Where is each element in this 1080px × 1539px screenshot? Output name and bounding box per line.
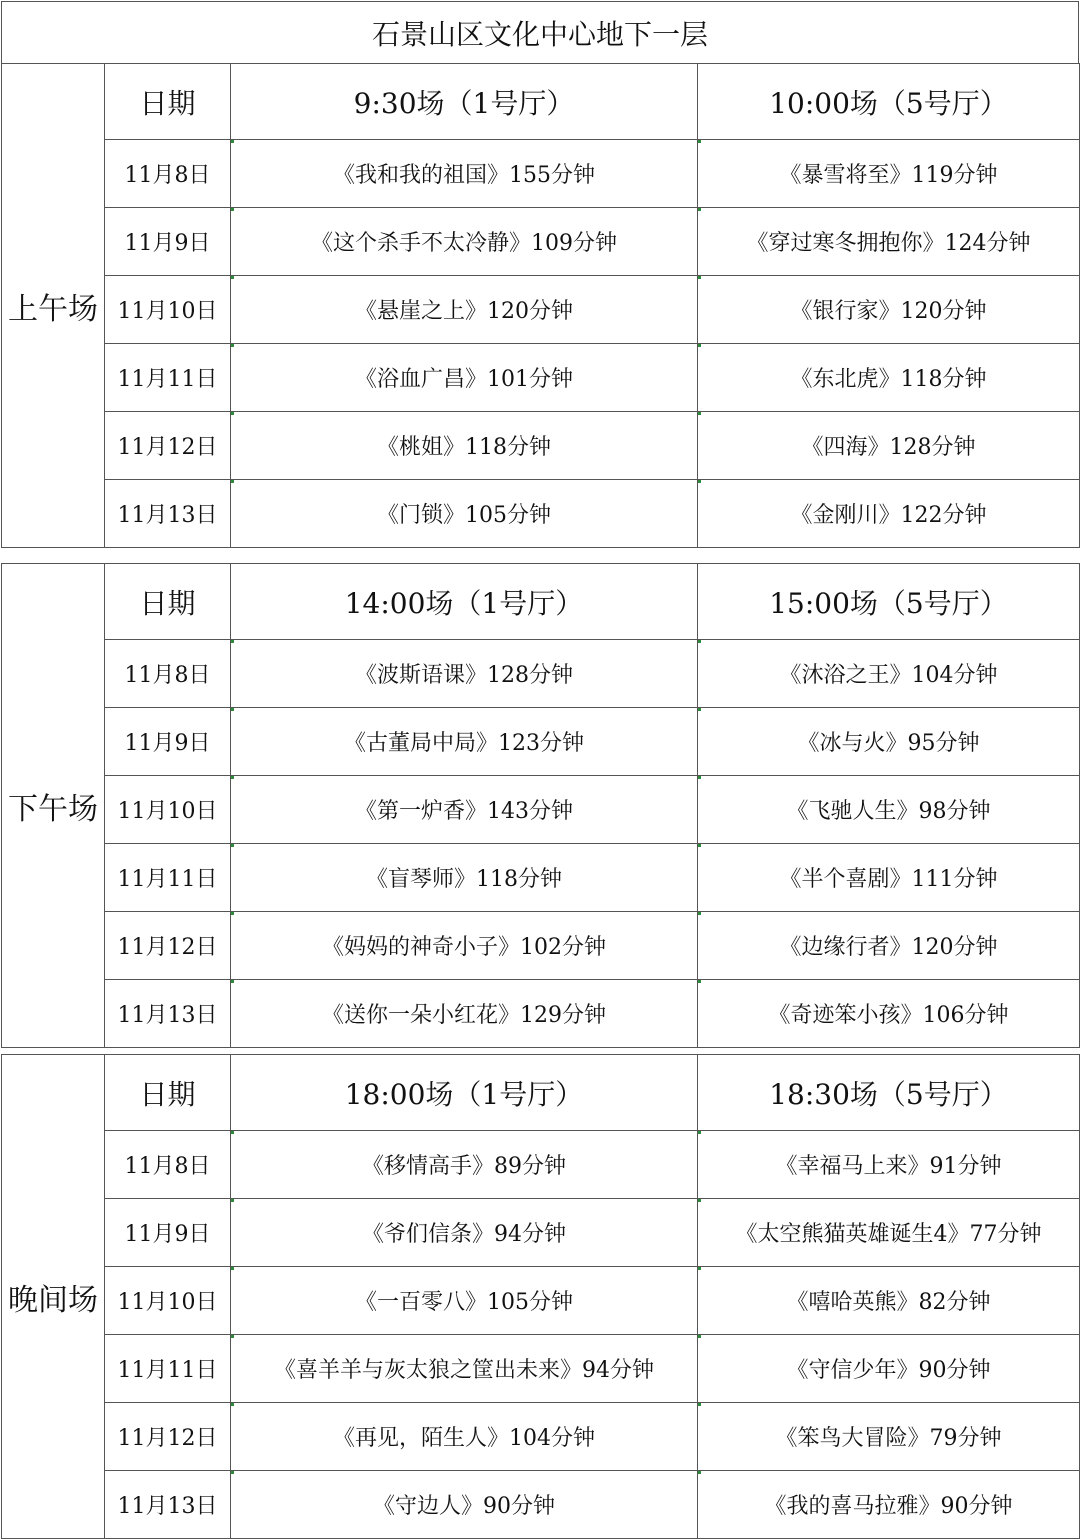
schedule-table-afternoon [1,563,1080,1048]
movie-cell-hall5: 《幸福马上来》91分钟 [698,1131,1080,1199]
hall5-header: 10:00场（5号厅） [698,64,1080,140]
movie-cell-hall5: 《守信少年》90分钟 [698,1335,1080,1403]
table-row [2,412,1080,480]
date-cell: 11月11日 [105,1335,231,1403]
date-cell: 11月11日 [105,844,231,912]
date-cell: 11月10日 [105,1267,231,1335]
date-cell: 11月8日 [105,1131,231,1199]
date-cell: 11月8日 [105,640,231,708]
movie-cell-hall5: 《冰与火》95分钟 [698,708,1080,776]
table-row [2,1403,1080,1471]
table-row [2,276,1080,344]
date-cell: 11月13日 [105,1471,231,1539]
header-row [2,564,1080,640]
table-row [2,208,1080,276]
hall1-header: 9:30场（1号厅） [231,64,698,140]
date-cell: 11月12日 [105,412,231,480]
movie-cell-hall5: 《我的喜马拉雅》90分钟 [698,1471,1080,1539]
movie-cell-hall1: 《桃姐》118分钟 [231,412,698,480]
table-row [2,912,1080,980]
date-cell: 11月11日 [105,344,231,412]
movie-cell-hall1: 《盲琴师》118分钟 [231,844,698,912]
movie-cell-hall1: 《波斯语课》128分钟 [231,640,698,708]
movie-cell-hall1: 《这个杀手不太冷静》109分钟 [231,208,698,276]
date-cell: 11月10日 [105,276,231,344]
table-row [2,1131,1080,1199]
date-cell: 11月13日 [105,480,231,548]
table-row [2,640,1080,708]
table-row [2,1199,1080,1267]
movie-cell-hall5: 《半个喜剧》111分钟 [698,844,1080,912]
movie-cell-hall5: 《穿过寒冬拥抱你》124分钟 [698,208,1080,276]
movie-cell-hall5: 《嘻哈英熊》82分钟 [698,1267,1080,1335]
date-cell: 11月9日 [105,208,231,276]
table-row [2,140,1080,208]
hall1-header: 18:00场（1号厅） [231,1055,698,1131]
date-cell: 11月10日 [105,776,231,844]
header-row [2,64,1080,140]
date-header: 日期 [105,564,231,640]
movie-cell-hall1: 《妈妈的神奇小子》102分钟 [231,912,698,980]
table-row [2,1267,1080,1335]
movie-cell-hall5: 《暴雪将至》119分钟 [698,140,1080,208]
movie-cell-hall1: 《古董局中局》123分钟 [231,708,698,776]
table-row [2,344,1080,412]
header-row [2,1055,1080,1131]
hall1-header: 14:00场（1号厅） [231,564,698,640]
table-row [2,980,1080,1048]
movie-cell-hall5: 《四海》128分钟 [698,412,1080,480]
movie-cell-hall1: 《悬崖之上》120分钟 [231,276,698,344]
date-cell: 11月9日 [105,1199,231,1267]
page-title: 石景山区文化中心地下一层 [1,1,1079,64]
date-cell: 11月13日 [105,980,231,1048]
table-row [2,844,1080,912]
movie-cell-hall1: 《浴血广昌》101分钟 [231,344,698,412]
movie-cell-hall5: 《金刚川》122分钟 [698,480,1080,548]
movie-cell-hall1: 《移情高手》89分钟 [231,1131,698,1199]
hall5-header: 15:00场（5号厅） [698,564,1080,640]
movie-cell-hall5: 《沐浴之王》104分钟 [698,640,1080,708]
date-cell: 11月12日 [105,1403,231,1471]
movie-cell-hall1: 《第一炉香》143分钟 [231,776,698,844]
movie-cell-hall5: 《边缘行者》120分钟 [698,912,1080,980]
period-label: 下午场 [2,564,105,1048]
schedule-table-evening [1,1054,1080,1539]
movie-cell-hall1: 《喜羊羊与灰太狼之筐出未来》94分钟 [231,1335,698,1403]
table-row [2,1471,1080,1539]
movie-cell-hall5: 《奇迹笨小孩》106分钟 [698,980,1080,1048]
date-header: 日期 [105,1055,231,1131]
movie-cell-hall5: 《飞驰人生》98分钟 [698,776,1080,844]
movie-cell-hall1: 《爷们信条》94分钟 [231,1199,698,1267]
movie-cell-hall1: 《门锁》105分钟 [231,480,698,548]
date-cell: 11月12日 [105,912,231,980]
movie-cell-hall5: 《太空熊猫英雄诞生4》77分钟 [698,1199,1080,1267]
table-row [2,480,1080,548]
movie-cell-hall1: 《我和我的祖国》155分钟 [231,140,698,208]
schedule-table-morning [1,63,1080,548]
movie-cell-hall1: 《再见，陌生人》104分钟 [231,1403,698,1471]
table-row [2,776,1080,844]
movie-cell-hall5: 《东北虎》118分钟 [698,344,1080,412]
movie-cell-hall1: 《一百零八》105分钟 [231,1267,698,1335]
period-label: 晚间场 [2,1055,105,1539]
hall5-header: 18:30场（5号厅） [698,1055,1080,1131]
date-cell: 11月9日 [105,708,231,776]
movie-cell-hall1: 《送你一朵小红花》129分钟 [231,980,698,1048]
table-row [2,1335,1080,1403]
date-header: 日期 [105,64,231,140]
movie-cell-hall1: 《守边人》90分钟 [231,1471,698,1539]
movie-cell-hall5: 《笨鸟大冒险》79分钟 [698,1403,1080,1471]
movie-cell-hall5: 《银行家》120分钟 [698,276,1080,344]
date-cell: 11月8日 [105,140,231,208]
period-label: 上午场 [2,64,105,548]
table-row [2,708,1080,776]
